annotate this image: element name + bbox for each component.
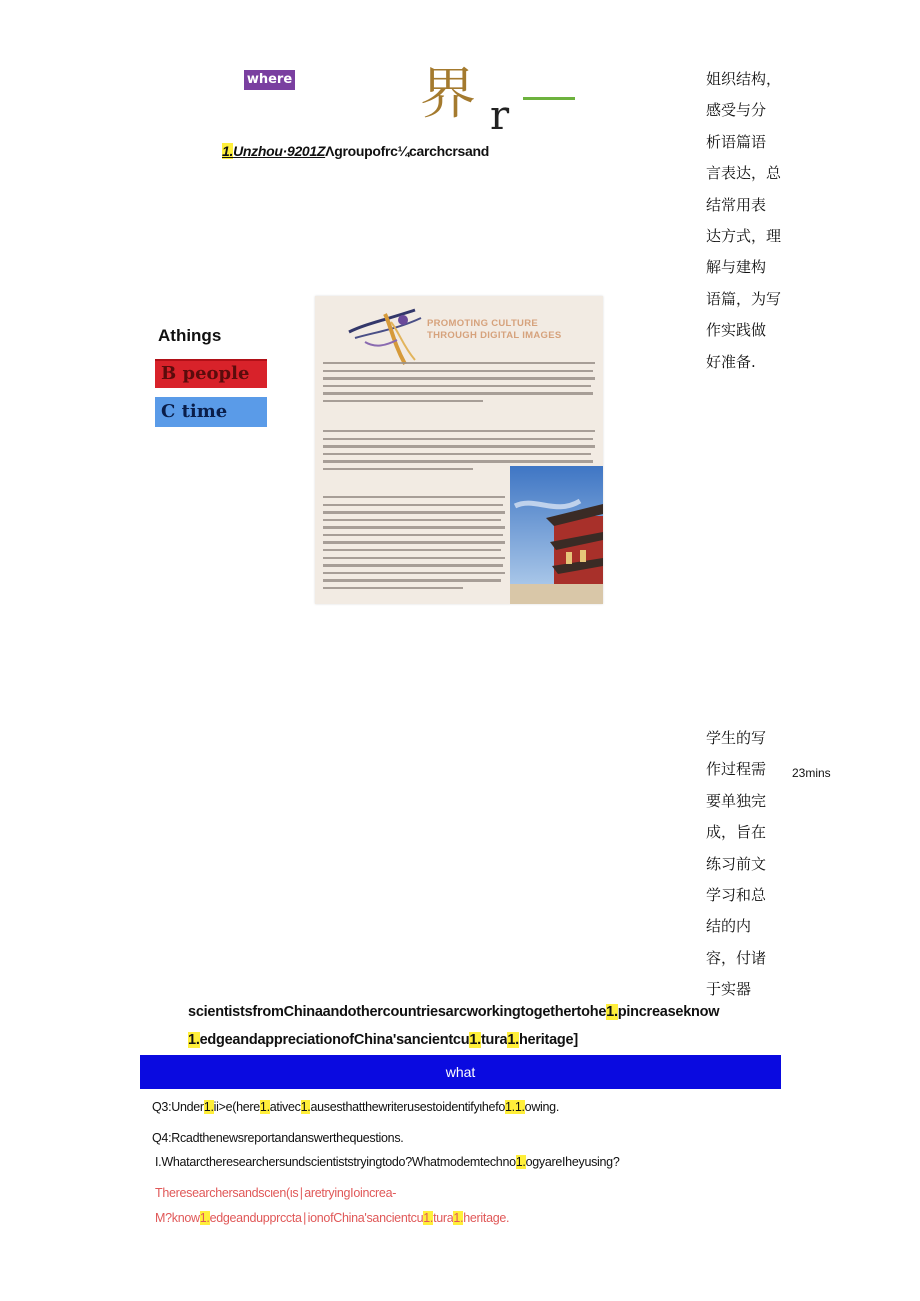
highlight-mark: 1. (423, 1211, 434, 1225)
note-line: 要单独完 (706, 791, 767, 810)
dateline-rest: Λgroupofrc¼carchcrsand (325, 143, 489, 159)
dateline-number: 1. (222, 143, 234, 159)
teaching-note-bottom (706, 723, 786, 1006)
q-text: I.Whatarctheresearchersundscientiststryingtodo?Whatmodemtechno (155, 1155, 516, 1169)
ans-text: M?know (155, 1211, 200, 1225)
summary-text: tura (480, 1032, 508, 1048)
note-line: 解与建构 (706, 258, 767, 277)
article-image (315, 296, 603, 604)
note-line: 姐织结构， (706, 70, 782, 88)
summary-text: edgeandappreciationofChina'sancientcu (199, 1032, 470, 1048)
what-bar: what (140, 1055, 781, 1089)
highlight-mark: 1. (515, 1155, 526, 1169)
ans-text: edgeandupprccta∣ionofChina'sancientcu (209, 1211, 424, 1225)
highlight-mark: 1. (469, 1032, 481, 1048)
question-4: Q4:Rcadthenewsreportandanswerthequestions. (152, 1131, 404, 1145)
ans-text: heritage. (463, 1211, 510, 1225)
note-line: 结常用表 (706, 195, 767, 214)
duration-label: 23mins (792, 766, 831, 780)
ans-text: tura (433, 1211, 454, 1225)
q-text: Q3:Under (152, 1100, 204, 1114)
title-character: 界 (420, 62, 476, 127)
note-line: 学习和总 (706, 886, 767, 905)
option-b-button[interactable]: B people (155, 359, 267, 388)
note-line: 结的内 (706, 917, 752, 936)
highlight-mark: 1.1. (505, 1100, 525, 1114)
note-line: 于实器 (706, 980, 752, 999)
where-tag: where (244, 70, 295, 90)
decorative-green-line (523, 97, 575, 100)
temple-photo (510, 466, 603, 604)
summary-text: pincreaseknow (617, 1004, 720, 1020)
flying-apsara-icon (345, 302, 425, 368)
summary-paragraph (188, 998, 788, 1054)
summary-text: heritage] (518, 1032, 578, 1048)
note-line: 成，旨在 (706, 823, 767, 842)
q-text: owing. (524, 1100, 560, 1114)
article-title-line: PROMOTING CULTURE (427, 318, 539, 329)
q-text: ativec (269, 1100, 301, 1114)
article-dateline (222, 143, 489, 159)
teaching-note-top (706, 64, 786, 378)
answer-line-2 (155, 1210, 509, 1225)
question-3 (152, 1100, 559, 1114)
summary-line-2 (188, 1026, 788, 1054)
article-paragraph-3 (323, 496, 505, 595)
note-line: 学生的写 (706, 729, 767, 747)
summary-text: scientistsfromChinaandothercountriesarcworkingtogethertohe (188, 1004, 607, 1020)
q-text: ii>e(here (213, 1100, 260, 1114)
note-line: 作过程需 (706, 760, 767, 779)
highlight-mark: 1. (203, 1100, 214, 1114)
question-4-i (155, 1155, 619, 1169)
highlight-mark: 1. (259, 1100, 270, 1114)
note-line: 言表达，总 (706, 164, 782, 183)
q-text: ausesthatthewriterusestoidentifyιhefo (310, 1100, 506, 1114)
answer-line-1: Theresearchersandscιen(ιs∣aretryingIoincrea- (155, 1186, 397, 1200)
note-line: 析语篇语 (706, 132, 767, 151)
article-title-line: THROUGH DIGITAL IMAGES (427, 330, 562, 341)
article-title (427, 318, 597, 342)
note-line: 作实践做 (706, 321, 767, 340)
highlight-mark: 1. (188, 1032, 200, 1048)
dateline-place: Unzhou·9201Z (233, 143, 326, 159)
highlight-mark: 1. (606, 1004, 618, 1020)
note-line: 容，付诸 (706, 948, 767, 967)
q-text: ogyareIheyusing? (525, 1155, 620, 1169)
option-c-button[interactable]: C time (155, 397, 267, 427)
highlight-mark: 1. (453, 1211, 464, 1225)
title-letter: r (490, 93, 510, 139)
article-paragraph-1 (323, 362, 595, 407)
highlight-mark: 1. (199, 1211, 210, 1225)
option-a-label: Athings (158, 326, 222, 345)
summary-line-1 (188, 998, 788, 1026)
note-line: 练习前文 (706, 854, 767, 873)
highlight-mark: 1. (300, 1100, 311, 1114)
note-line: 感受与分 (706, 101, 767, 120)
note-line: 达方式，理 (706, 227, 782, 246)
note-line: 语篇，为写 (706, 289, 782, 308)
note-line: 好准备. (706, 352, 756, 371)
highlight-mark: 1. (507, 1032, 519, 1048)
